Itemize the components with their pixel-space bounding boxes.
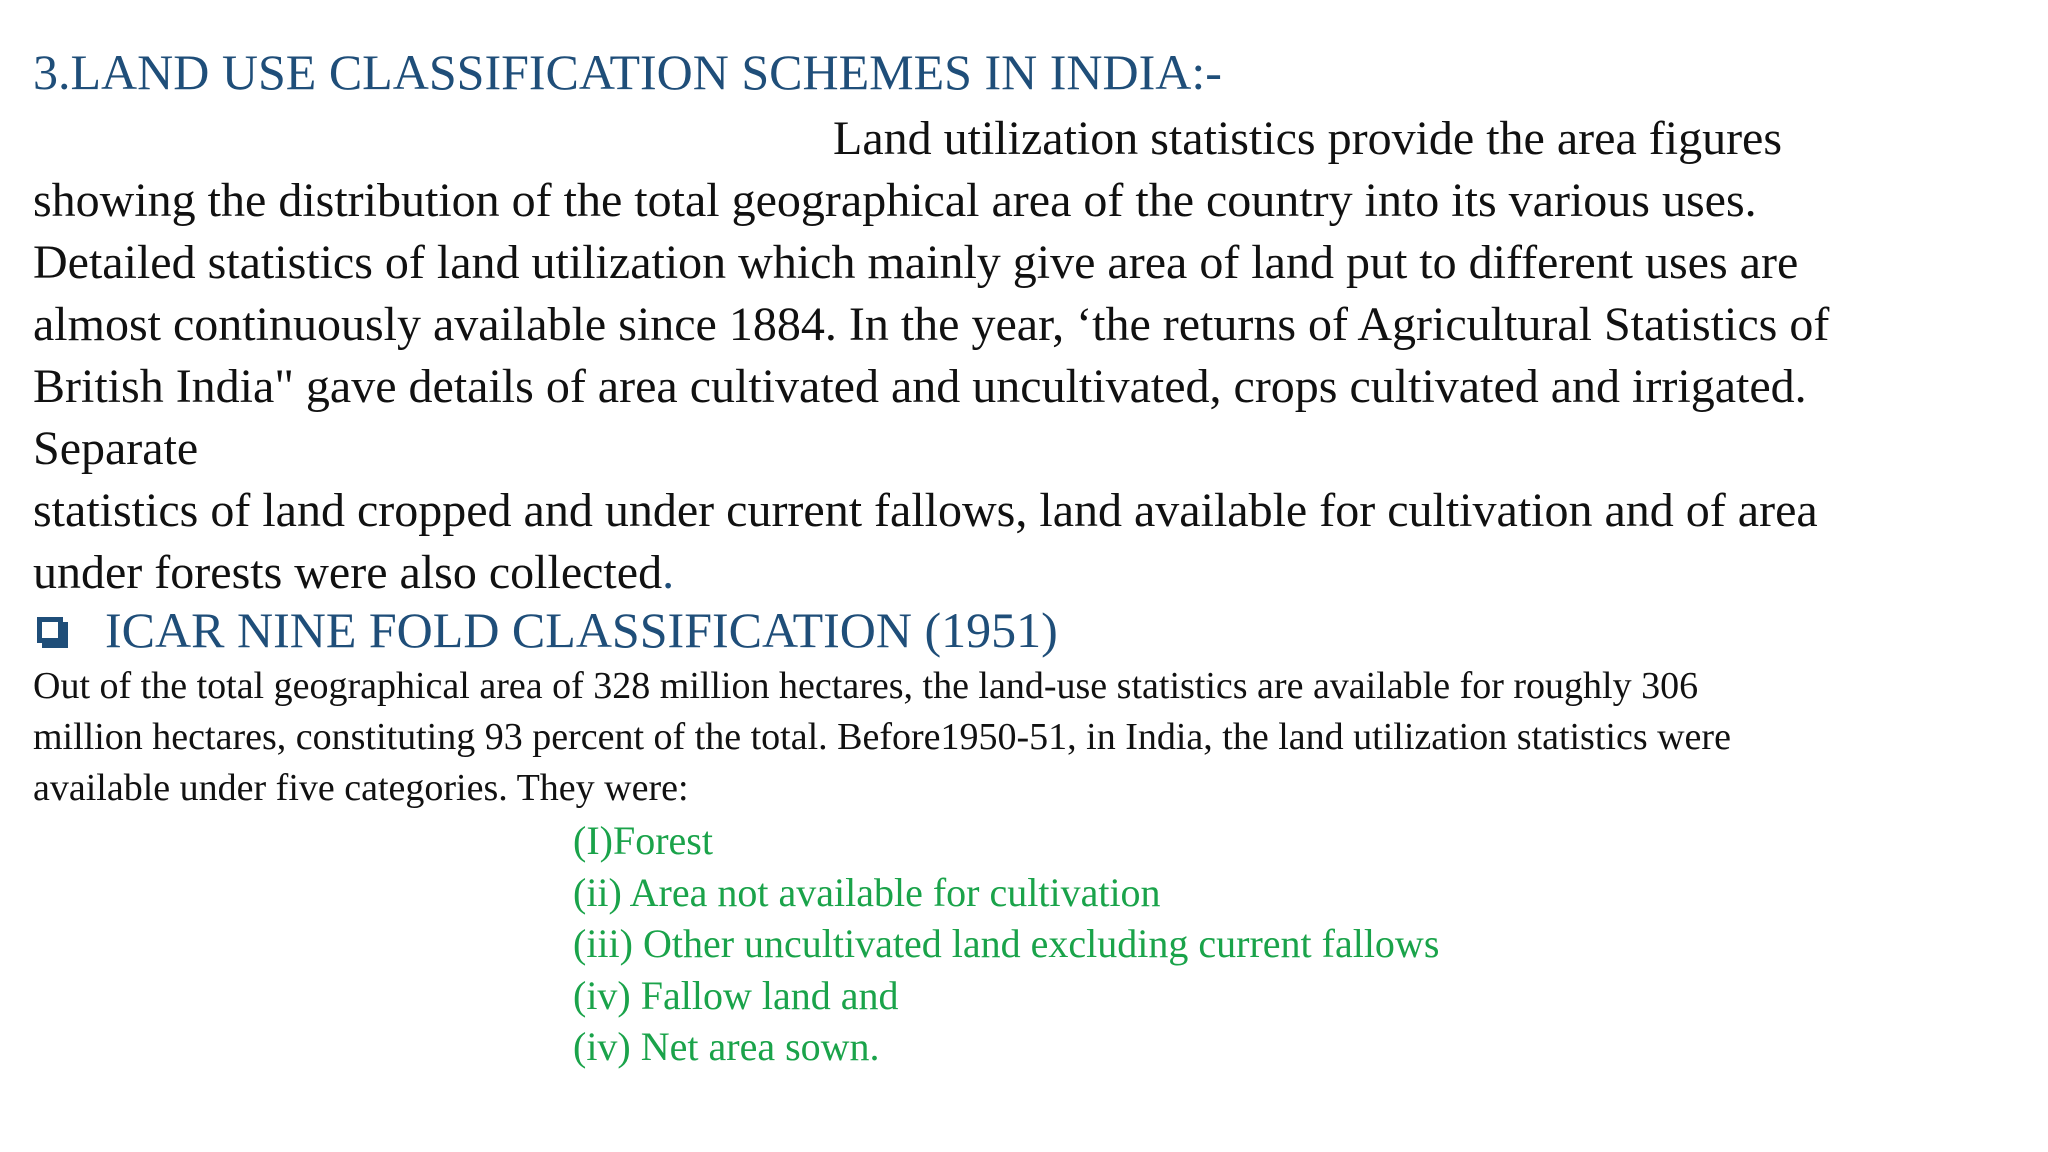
section-line: available under five categories. They were: — [33, 767, 689, 809]
section-paragraph — [33, 661, 1731, 814]
intro-line: Detailed statistics of land utilization which mainly give area of land put to different uses are — [33, 236, 1799, 289]
intro-paragraph — [33, 108, 1829, 604]
slide-title: 3.LAND USE CLASSIFICATION SCHEMES IN INDIA:- — [33, 44, 1222, 100]
intro-line: almost continuously available since 1884. In the year, ‘the returns of Agricultural Statistics of — [33, 298, 1830, 351]
section-heading — [33, 600, 1058, 660]
intro-trailing-period: . — [662, 546, 675, 599]
category-item: (I)Forest — [573, 818, 713, 863]
intro-line: Land utilization statistics provide the area figures — [833, 112, 1783, 165]
section-heading-text: ICAR NINE FOLD CLASSIFICATION (1951) — [105, 602, 1058, 658]
category-item: (iii) Other uncultivated land excluding current fallows — [573, 921, 1440, 966]
intro-line: showing the distribution of the total geographical area of the country into its various uses. — [33, 174, 1757, 227]
category-list — [573, 815, 1439, 1073]
intro-line: statistics of land cropped and under current fallows, land available for cultivation and of area — [33, 484, 1818, 537]
category-item: (iv) Net area sown. — [573, 1024, 880, 1069]
intro-line: under forests were also collected. — [33, 546, 675, 599]
checkbox-bullet-icon — [37, 617, 63, 643]
intro-line: Separate — [33, 422, 199, 475]
intro-line: British India" gave details of area cultivated and uncultivated, crops cultivated and irrigated. — [33, 360, 1807, 413]
category-item: (ii) Area not available for cultivation — [573, 869, 1161, 915]
section-line: million hectares, constituting 93 percent of the total. Before1950-51, in India, the land utilization statistics were — [33, 716, 1731, 758]
category-item: (iv) Fallow land and — [573, 972, 899, 1018]
section-line: Out of the total geographical area of 328 million hectares, the land-use statistics are available for roughly 306 — [33, 665, 1699, 707]
